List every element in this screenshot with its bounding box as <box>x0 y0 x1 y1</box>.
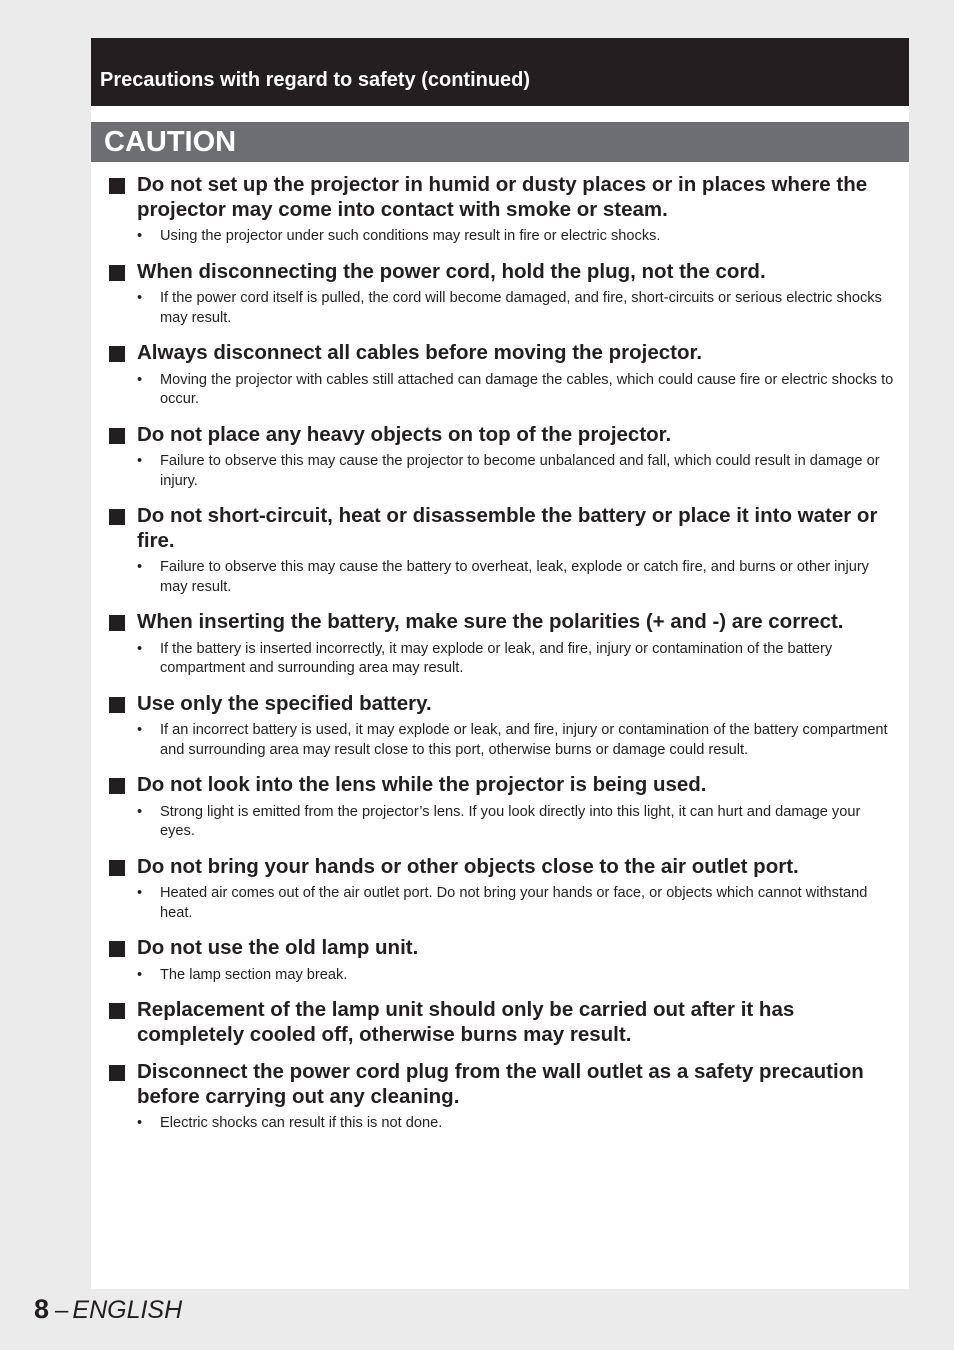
caution-item <box>91 423 909 492</box>
caution-item-note <box>137 1114 895 1134</box>
caution-item-note-text: If an incorrect battery is used, it may explode or leak, and fire, injury or contamination of the battery compartment and surrounding area may result close to this port, otherwise burns or damage could result. <box>160 722 888 758</box>
caution-item-heading: Replacement of the lamp unit should only be carried out after it has completely cooled off, otherwise burns may result. <box>137 998 795 1046</box>
caution-item-heading: When inserting the battery, make sure the polarities (+ and -) are correct. <box>137 610 844 633</box>
caution-item-note <box>137 227 895 247</box>
caution-item <box>91 341 909 410</box>
bullet-dot-icon: • <box>137 966 143 983</box>
caution-item-heading: Disconnect the power cord plug from the wall outlet as a safety precaution before carrying out any cleaning. <box>137 1060 864 1108</box>
caution-item-note-text: Failure to observe this may cause the projector to become unbalanced and fall, which could result in damage or injury. <box>160 453 880 489</box>
square-bullet-icon <box>109 1065 125 1081</box>
caution-item-note-text: If the power cord itself is pulled, the cord will become damaged, and fire, short-circuits or serious electric shocks may result. <box>160 290 882 326</box>
caution-item-note <box>137 884 895 923</box>
caution-item-note <box>137 966 895 986</box>
caution-item <box>91 998 909 1047</box>
bullet-dot-icon: • <box>137 559 143 575</box>
caution-item <box>91 692 909 761</box>
bullet-dot-icon: • <box>137 453 143 469</box>
square-bullet-icon <box>109 860 125 876</box>
bullet-dot-icon: • <box>137 640 143 657</box>
page-number: 8 <box>34 1294 50 1324</box>
page-footer <box>34 1294 182 1325</box>
square-bullet-icon <box>109 615 125 631</box>
caution-item <box>91 936 909 985</box>
bullet-dot-icon: • <box>137 885 143 901</box>
caution-title: CAUTION <box>104 126 237 158</box>
caution-item-note <box>137 640 895 679</box>
caution-item-heading: Do not short-circuit, heat or disassemble the battery or place it into water or fire. <box>137 504 878 552</box>
footer-language: ENGLISH <box>72 1296 183 1324</box>
caution-item-heading: Do not look into the lens while the projector is being used. <box>137 773 707 796</box>
caution-item-heading: Do not set up the projector in humid or dusty places or in places where the projector may come into contact with smoke or steam. <box>137 173 868 221</box>
caution-item-heading: Do not use the old lamp unit. <box>137 936 419 959</box>
caution-item-note-text: If the battery is inserted incorrectly, it may explode or leak, and fire, injury or contamination of the battery compartment and surrounding area may result. <box>160 640 833 676</box>
caution-item-note-text: Failure to observe this may cause the battery to overheat, leak, explode or catch fire, and burns or other injury may result. <box>160 559 869 595</box>
square-bullet-icon <box>109 778 125 794</box>
bullet-dot-icon: • <box>137 371 143 388</box>
caution-item <box>91 610 909 679</box>
square-bullet-icon <box>109 697 125 713</box>
caution-item-note <box>137 289 895 328</box>
caution-item <box>91 855 909 924</box>
square-bullet-icon <box>109 509 125 525</box>
caution-item-note-text: Electric shocks can result if this is not done. <box>160 1115 443 1131</box>
caution-banner <box>91 122 909 162</box>
caution-item-note-text: Strong light is emitted from the projector’s lens. If you look directly into this light, it can hurt and damage your eyes. <box>160 803 861 839</box>
square-bullet-icon <box>109 1003 125 1019</box>
caution-item-note <box>137 558 895 597</box>
caution-item-note-text: Heated air comes out of the air outlet port. Do not bring your hands or face, or objects which cannot withstand heat. <box>160 885 868 921</box>
bullet-dot-icon: • <box>137 290 143 306</box>
caution-item <box>91 260 909 329</box>
bullet-dot-icon: • <box>137 228 143 244</box>
caution-item-note <box>137 371 895 410</box>
section-header-bar <box>91 38 909 106</box>
square-bullet-icon <box>109 428 125 444</box>
caution-item-note-text: The lamp section may break. <box>160 966 348 983</box>
caution-item-heading: Use only the specified battery. <box>137 691 432 715</box>
caution-item-note <box>137 452 895 491</box>
square-bullet-icon <box>109 941 125 957</box>
caution-item <box>91 773 909 842</box>
bullet-dot-icon: • <box>137 722 143 738</box>
square-bullet-icon <box>109 346 125 362</box>
caution-item <box>91 173 909 247</box>
caution-item-note-text: Moving the projector with cables still attached can damage the cables, which could cause fire or electric shocks to occur. <box>160 371 894 407</box>
bullet-dot-icon: • <box>137 1115 143 1131</box>
footer-separator: – <box>55 1297 69 1324</box>
caution-item <box>91 504 909 597</box>
caution-item <box>91 1060 909 1134</box>
square-bullet-icon <box>109 178 125 194</box>
caution-item-heading: Always disconnect all cables before moving the projector. <box>137 341 703 364</box>
caution-item-note <box>137 803 895 842</box>
caution-item-note-text: Using the projector under such conditions may result in fire or electric shocks. <box>160 228 661 244</box>
section-header-title: Precautions with regard to safety (continued) <box>100 69 531 91</box>
caution-item-note <box>137 721 895 760</box>
caution-item-heading: Do not place any heavy objects on top of the projector. <box>137 422 672 446</box>
square-bullet-icon <box>109 265 125 281</box>
caution-item-heading: Do not bring your hands or other objects close to the air outlet port. <box>137 854 799 878</box>
caution-list <box>91 173 909 1147</box>
bullet-dot-icon: • <box>137 803 143 820</box>
page-panel <box>91 38 909 1289</box>
caution-item-heading: When disconnecting the power cord, hold the plug, not the cord. <box>137 259 766 283</box>
